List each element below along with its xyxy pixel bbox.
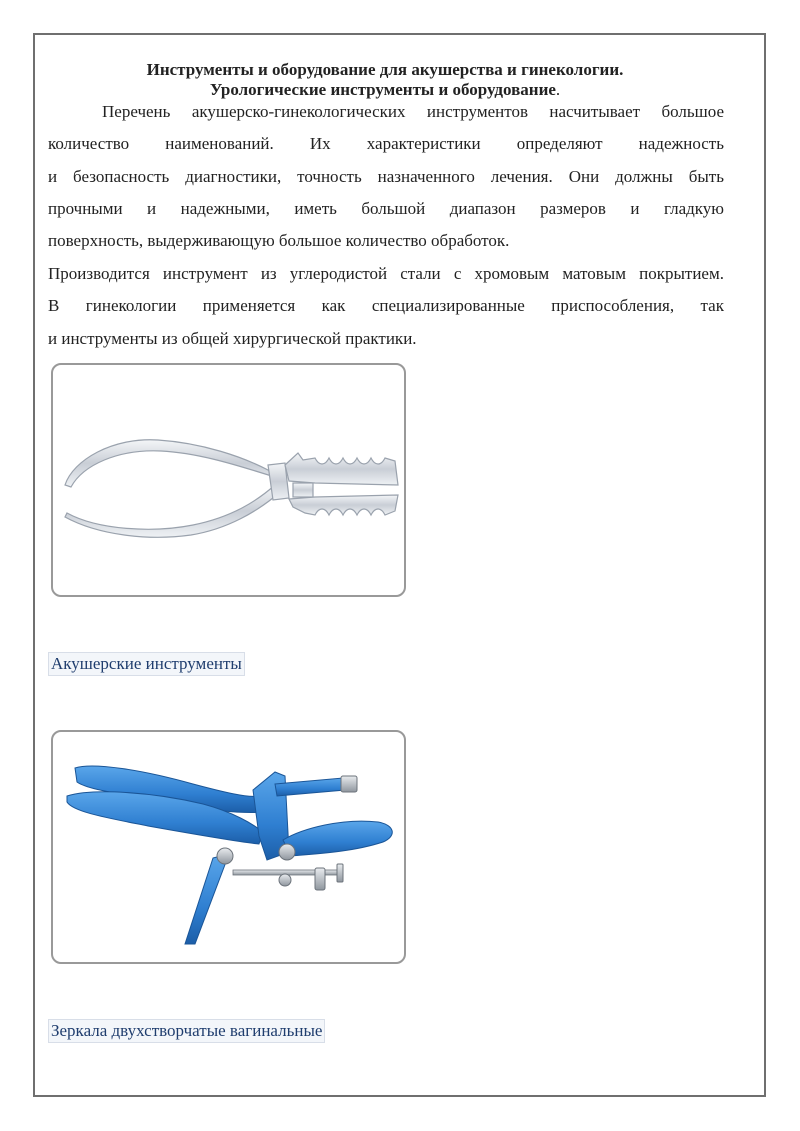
paragraph-1 bbox=[48, 100, 724, 260]
obstetric-forceps-icon bbox=[53, 365, 404, 595]
paragraph-line: Производится инструмент из углеродистой стали с хромовым матовым покрытием. bbox=[48, 264, 724, 283]
figure-1-image bbox=[51, 363, 406, 597]
figure-1-caption: Акушерские инструменты bbox=[48, 652, 245, 676]
paragraph-line: количество наименований. Их характеристики определяют надежность bbox=[48, 134, 724, 153]
figure-2-caption: Зеркала двухстворчатые вагинальные bbox=[48, 1019, 325, 1043]
title-line2-text: Урологические инструменты и оборудование bbox=[209, 80, 556, 99]
title-line2-period: . bbox=[555, 80, 561, 99]
paragraph-2 bbox=[48, 262, 724, 352]
paragraph-line: и безопасность диагностики, точность назначенного лечения. Они должны быть bbox=[48, 167, 724, 186]
paragraph-line: прочными и надежными, иметь большой диапазон размеров и гладкую bbox=[48, 199, 724, 218]
vaginal-speculum-icon bbox=[53, 732, 404, 962]
paragraph-line: поверхность, выдерживающую большое количество обработок. bbox=[48, 231, 510, 250]
paragraph-line: и инструменты из общей хирургической практики. bbox=[48, 329, 417, 348]
paragraph-line: Перечень акушерско-гинекологических инструментов насчитывает большое bbox=[102, 102, 724, 121]
document-title-line1: Инструменты и оборудование для акушерства и гинекологии. bbox=[146, 60, 624, 79]
paragraph-line: В гинекологии применяется как специализированные приспособления, так bbox=[48, 296, 724, 315]
figure-2-image bbox=[51, 730, 406, 964]
document-title-line2 bbox=[40, 80, 730, 100]
